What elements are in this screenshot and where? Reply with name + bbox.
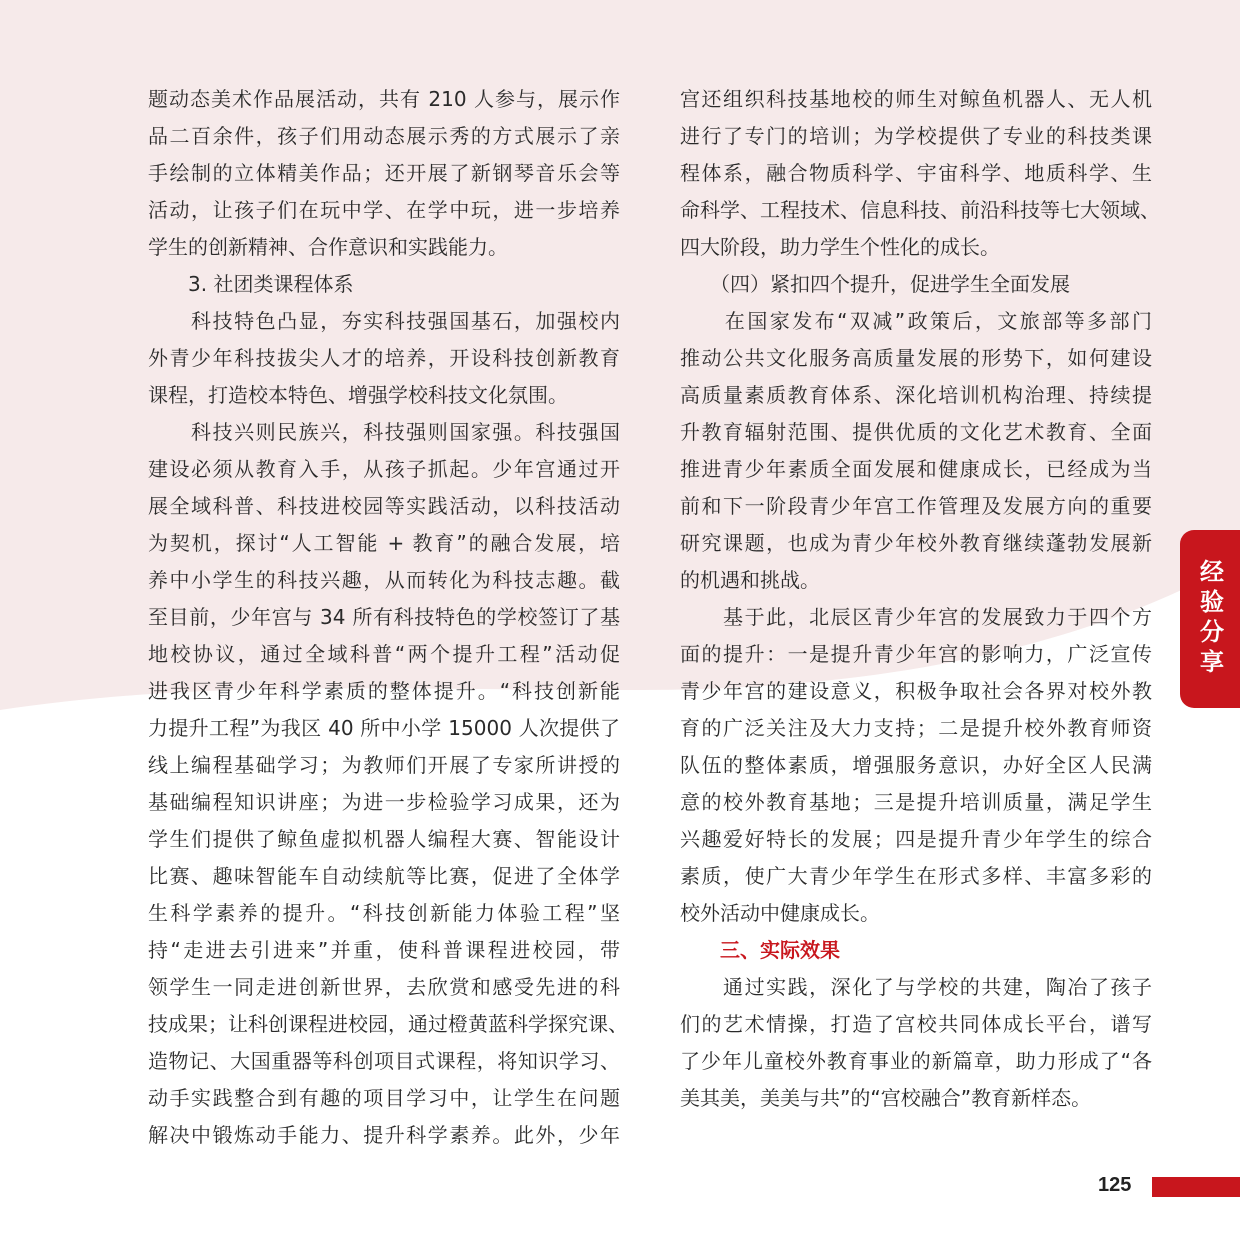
text-line: 升教育辐射范围、提供优质的文化艺术教育、全面 xyxy=(680,420,1152,444)
text-line: 研究课题，也成为青少年校外教育继续蓬勃发展新 xyxy=(680,531,1152,555)
text-line: 通过实践，深化了与学校的共建，陶冶了孩子 xyxy=(680,975,1152,999)
section-side-tab xyxy=(1180,530,1240,708)
text-line: 科技兴则民族兴，科技强则国家强。科技强国 xyxy=(148,420,620,444)
text-line: 领学生一同走进创新世界，去欣赏和感受先进的科 xyxy=(148,975,620,999)
text-line: 学生们提供了鲸鱼虚拟机器人编程大赛、智能设计 xyxy=(148,827,620,851)
text-line: 科技特色凸显，夯实科技强国基石，加强校内 xyxy=(148,309,620,333)
text-line: 青少年宫的建设意义，积极争取社会各界对校外教 xyxy=(680,679,1152,703)
text-line: 命科学、工程技术、信息科技、前沿科技等七大领域、 xyxy=(680,198,1160,222)
text-line: 队伍的整体素质，增强服务意识，办好全区人民满 xyxy=(680,753,1152,777)
text-line: 意的校外教育基地；三是提升培训质量，满足学生 xyxy=(680,790,1152,814)
page-number: 125 xyxy=(1098,1174,1132,1196)
left-column xyxy=(148,81,628,1154)
text-line: 地校协议，通过全域科普“两个提升工程”活动促 xyxy=(148,642,620,666)
text-line: 了少年儿童校外教育事业的新篇章，助力形成了“各 xyxy=(680,1049,1152,1073)
text-line: 持“走进去引进来”并重，使科普课程进校园，带 xyxy=(148,938,620,962)
text-line: 四大阶段，助力学生个性化的成长。 xyxy=(680,235,1000,259)
text-line: 展全域科普、科技进校园等实践活动，以科技活动 xyxy=(148,494,620,518)
text-line: 在国家发布“双减”政策后，文旅部等多部门 xyxy=(680,309,1152,333)
text-line: 高质量素质教育体系、深化培训机构治理、持续提 xyxy=(680,383,1152,407)
text-line: 线上编程基础学习；为教师们开展了专家所讲授的 xyxy=(148,753,620,777)
text-line: 建设必须从教育入手，从孩子抓起。少年宫通过开 xyxy=(148,457,620,481)
section-subheading: 3. 社团类课程体系 xyxy=(148,272,354,296)
text-line: 程体系，融合物质科学、宇宙科学、地质科学、生 xyxy=(680,161,1152,185)
text-line: 外青少年科技拔尖人才的培养，开设科技创新教育 xyxy=(148,346,620,370)
text-line: 基于此，北辰区青少年宫的发展致力于四个方 xyxy=(680,605,1152,629)
text-line: 品二百余件，孩子们用动态展示秀的方式展示了亲 xyxy=(148,124,620,148)
text-line: 基础编程知识讲座；为进一步检验学习成果，还为 xyxy=(148,790,620,814)
text-line: 课程，打造校本特色、增强学校科技文化氛围。 xyxy=(148,383,568,407)
text-line: 生科学素养的提升。“科技创新能力体验工程”坚 xyxy=(148,901,620,925)
text-line: 为契机，探讨“人工智能 + 教育”的融合发展，培 xyxy=(148,531,620,555)
text-line: 解决中锻炼动手能力、提升科学素养。此外，少年 xyxy=(148,1123,620,1147)
text-line: 力提升工程”为我区 40 所中小学 15000 人次提供了 xyxy=(148,716,620,740)
text-line: 进行了专门的培训；为学校提供了专业的科技类课 xyxy=(680,124,1152,148)
page-number-bar xyxy=(1152,1177,1240,1197)
text-line: 校外活动中健康成长。 xyxy=(680,901,880,925)
text-line: 宫还组织科技基地校的师生对鲸鱼机器人、无人机 xyxy=(680,87,1152,111)
text-line: 造物记、大国重器等科创项目式课程，将知识学习、 xyxy=(148,1049,620,1073)
text-line: 比赛、趣味智能车自动续航等比赛，促进了全体学 xyxy=(148,864,620,888)
right-column xyxy=(680,81,1160,1117)
text-line: 兴趣爱好特长的发展；四是提升青少年学生的综合 xyxy=(680,827,1152,851)
text-line: 技成果；让科创课程进校园，通过橙黄蓝科学探究课、 xyxy=(148,1012,628,1036)
text-line: 动手实践整合到有趣的项目学习中，让学生在问题 xyxy=(148,1086,620,1110)
text-line: 前和下一阶段青少年宫工作管理及发展方向的重要 xyxy=(680,494,1152,518)
text-line: 推动公共文化服务高质量发展的形势下，如何建设 xyxy=(680,346,1152,370)
side-tab-label: 经验分享 xyxy=(1195,559,1224,679)
text-line: 养中小学生的科技兴趣，从而转化为科技志趣。截 xyxy=(148,568,620,592)
text-line: 的机遇和挑战。 xyxy=(680,568,820,592)
text-line: 育的广泛关注及大力支持；二是提升校外教育师资 xyxy=(680,716,1152,740)
text-line: 面的提升：一是提升青少年宫的影响力，广泛宣传 xyxy=(680,642,1152,666)
text-line: 手绘制的立体精美作品；还开展了新钢琴音乐会等 xyxy=(148,161,620,185)
text-line: 学生的创新精神、合作意识和实践能力。 xyxy=(148,235,508,259)
text-line: 推进青少年素质全面发展和健康成长，已经成为当 xyxy=(680,457,1152,481)
text-line: 美其美，美美与共”的“宫校融合”教育新样态。 xyxy=(680,1086,1092,1110)
text-line: 题动态美术作品展活动，共有 210 人参与，展示作 xyxy=(148,87,620,111)
text-line: 进我区青少年科学素质的整体提升。“科技创新能 xyxy=(148,679,620,703)
text-line: 至目前，少年宫与 34 所有科技特色的学校签订了基 xyxy=(148,605,620,629)
text-line: 活动，让孩子们在玩中学、在学中玩，进一步培养 xyxy=(148,198,620,222)
section-subheading: （四）紧扣四个提升，促进学生全面发展 xyxy=(680,272,1070,296)
text-line: 们的艺术情操，打造了宫校共同体成长平台，谱写 xyxy=(680,1012,1152,1036)
text-line: 素质，使广大青少年学生在形式多样、丰富多彩的 xyxy=(680,864,1152,888)
section-heading: 三、实际效果 xyxy=(680,938,840,962)
